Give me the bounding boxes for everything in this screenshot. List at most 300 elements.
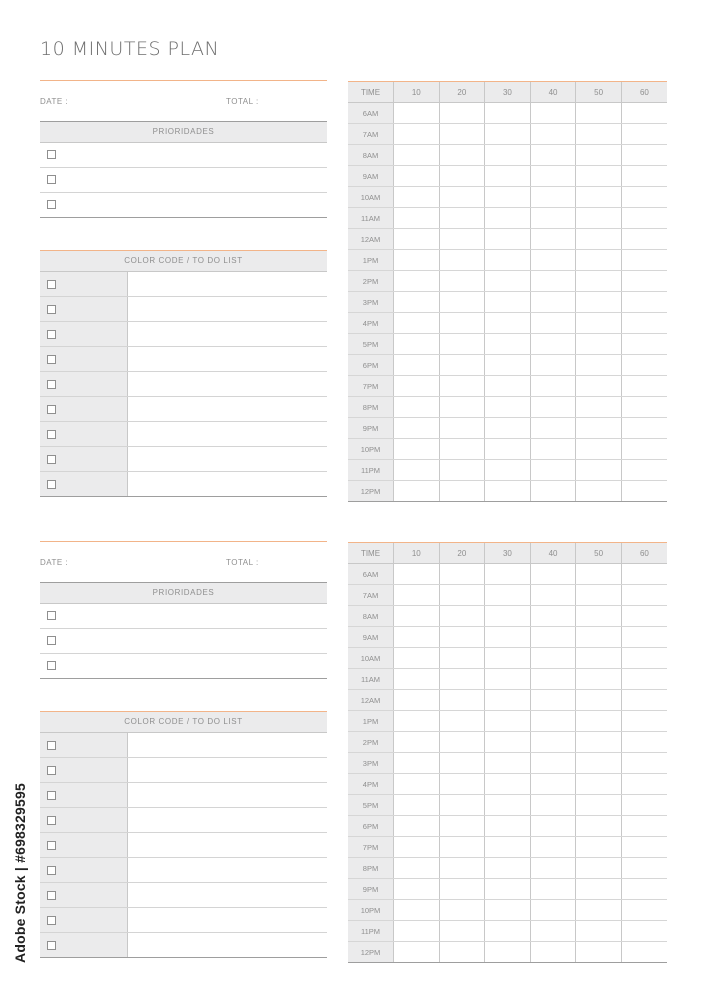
todo-header: COLOR CODE / TO DO LIST	[40, 711, 327, 733]
time-slot-cell[interactable]	[530, 418, 576, 439]
time-slot-cell[interactable]	[621, 732, 667, 753]
time-slot-cell[interactable]	[439, 292, 485, 313]
time-slot-cell[interactable]	[530, 795, 576, 816]
time-slot-cell[interactable]	[439, 208, 485, 229]
hour-row	[348, 313, 667, 334]
time-slot-cell[interactable]	[439, 271, 485, 292]
time-slot-cell[interactable]	[621, 774, 667, 795]
time-slot-cell[interactable]	[439, 606, 485, 627]
hour-row	[348, 627, 667, 648]
time-slot-cell[interactable]	[394, 439, 440, 460]
time-slot-cell[interactable]	[439, 564, 485, 585]
time-slot-cell[interactable]	[394, 313, 440, 334]
time-slot-cell[interactable]	[621, 397, 667, 418]
time-slot-cell[interactable]	[576, 418, 622, 439]
time-slot-cell[interactable]	[439, 837, 485, 858]
time-slot-cell[interactable]	[621, 103, 667, 124]
time-slot-cell[interactable]	[439, 900, 485, 921]
time-slot-cell[interactable]	[621, 166, 667, 187]
time-slot-cell[interactable]	[394, 837, 440, 858]
priorities-header: PRIORIDADES	[40, 121, 327, 143]
time-slot-cell[interactable]	[530, 816, 576, 837]
time-slot-cell[interactable]	[485, 397, 531, 418]
time-slot-cell[interactable]	[439, 229, 485, 250]
time-slot-cell[interactable]	[485, 334, 531, 355]
time-slot-cell[interactable]	[439, 376, 485, 397]
time-slot-cell[interactable]	[530, 481, 576, 502]
time-slot-cell[interactable]	[530, 187, 576, 208]
time-slot-cell[interactable]	[530, 942, 576, 963]
total-label[interactable]: TOTAL :	[226, 97, 259, 106]
time-slot-cell[interactable]	[394, 145, 440, 166]
time-slot-cell[interactable]	[394, 460, 440, 481]
page-title: 10 MINUTES PLAN	[40, 38, 220, 60]
time-slot-cell[interactable]	[485, 313, 531, 334]
time-slot-cell[interactable]	[621, 606, 667, 627]
time-slot-cell[interactable]	[621, 187, 667, 208]
todo-row[interactable]	[40, 372, 327, 397]
time-slot-cell[interactable]	[439, 627, 485, 648]
time-slot-cell[interactable]	[530, 858, 576, 879]
time-slot-cell[interactable]	[621, 460, 667, 481]
time-slot-cell[interactable]	[394, 711, 440, 732]
time-slot-cell[interactable]	[576, 774, 622, 795]
hour-row	[348, 397, 667, 418]
checkbox[interactable]	[47, 941, 56, 950]
time-slot-cell[interactable]	[485, 837, 531, 858]
priority-row[interactable]	[40, 629, 327, 654]
time-slot-cell[interactable]	[439, 460, 485, 481]
time-slot-cell[interactable]	[621, 229, 667, 250]
time-slot-cell[interactable]	[394, 124, 440, 145]
todo-row[interactable]	[40, 322, 327, 347]
time-slot-cell[interactable]	[439, 858, 485, 879]
todo-row[interactable]	[40, 297, 327, 322]
time-slot-cell[interactable]	[576, 103, 622, 124]
time-slot-cell[interactable]	[439, 711, 485, 732]
time-slot-cell[interactable]	[576, 921, 622, 942]
todo-row[interactable]	[40, 347, 327, 372]
time-slot-cell[interactable]	[485, 627, 531, 648]
time-slot-cell[interactable]	[439, 669, 485, 690]
time-slot-cell[interactable]	[439, 145, 485, 166]
todo-row[interactable]	[40, 272, 327, 297]
time-slot-cell[interactable]	[439, 313, 485, 334]
time-slot-cell[interactable]	[394, 900, 440, 921]
time-slot-cell[interactable]	[530, 334, 576, 355]
hour-label: 1PM	[348, 250, 394, 271]
time-slot-cell[interactable]	[394, 816, 440, 837]
time-slot-cell[interactable]	[485, 145, 531, 166]
time-slot-cell[interactable]	[530, 439, 576, 460]
time-slot-cell[interactable]	[485, 187, 531, 208]
time-slot-cell[interactable]	[394, 564, 440, 585]
time-slot-cell[interactable]	[394, 774, 440, 795]
time-slot-cell[interactable]	[621, 250, 667, 271]
time-slot-cell[interactable]	[485, 460, 531, 481]
time-slot-cell[interactable]	[485, 229, 531, 250]
time-slot-cell[interactable]	[485, 250, 531, 271]
time-slot-cell[interactable]	[576, 585, 622, 606]
time-slot-cell[interactable]	[621, 753, 667, 774]
time-slot-cell[interactable]	[621, 795, 667, 816]
time-slot-cell[interactable]	[530, 774, 576, 795]
time-slot-cell[interactable]	[530, 585, 576, 606]
todo-row[interactable]	[40, 422, 327, 447]
checkbox[interactable]	[47, 816, 56, 825]
checkbox[interactable]	[47, 405, 56, 414]
time-slot-cell[interactable]	[394, 858, 440, 879]
time-slot-cell[interactable]	[530, 124, 576, 145]
time-slot-cell[interactable]	[394, 166, 440, 187]
todo-row[interactable]	[40, 908, 327, 933]
time-slot-cell[interactable]	[439, 690, 485, 711]
time-slot-cell[interactable]	[530, 229, 576, 250]
checkbox[interactable]	[47, 916, 56, 925]
time-slot-cell[interactable]	[576, 460, 622, 481]
time-slot-cell[interactable]	[394, 250, 440, 271]
time-slot-cell[interactable]	[394, 606, 440, 627]
time-slot-cell[interactable]	[576, 292, 622, 313]
time-slot-cell[interactable]	[530, 271, 576, 292]
time-slot-cell[interactable]	[485, 124, 531, 145]
time-slot-cell[interactable]	[621, 585, 667, 606]
time-slot-cell[interactable]	[621, 376, 667, 397]
hour-label: 8PM	[348, 858, 394, 879]
time-slot-cell[interactable]	[394, 103, 440, 124]
time-slot-cell[interactable]	[621, 439, 667, 460]
time-slot-cell[interactable]	[439, 774, 485, 795]
time-slot-cell[interactable]	[621, 208, 667, 229]
time-slot-cell[interactable]	[530, 732, 576, 753]
time-slot-cell[interactable]	[576, 858, 622, 879]
time-slot-cell[interactable]	[530, 690, 576, 711]
time-slot-cell[interactable]	[621, 627, 667, 648]
time-slot-cell[interactable]	[439, 732, 485, 753]
time-slot-cell[interactable]	[621, 879, 667, 900]
todo-row[interactable]	[40, 833, 327, 858]
time-slot-cell[interactable]	[576, 376, 622, 397]
time-slot-cell[interactable]	[530, 900, 576, 921]
time-slot-cell[interactable]	[439, 816, 485, 837]
time-slot-cell[interactable]	[439, 355, 485, 376]
time-slot-cell[interactable]	[394, 648, 440, 669]
checkbox[interactable]	[47, 791, 56, 800]
time-slot-cell[interactable]	[394, 753, 440, 774]
time-slot-cell[interactable]	[530, 711, 576, 732]
time-slot-cell[interactable]	[621, 690, 667, 711]
time-slot-cell[interactable]	[485, 900, 531, 921]
time-slot-cell[interactable]	[439, 648, 485, 669]
checkbox[interactable]	[47, 330, 56, 339]
time-slot-cell[interactable]	[576, 753, 622, 774]
time-slot-cell[interactable]	[485, 753, 531, 774]
time-slot-cell[interactable]	[576, 900, 622, 921]
checkbox[interactable]	[47, 891, 56, 900]
time-slot-cell[interactable]	[439, 166, 485, 187]
todo-row[interactable]	[40, 783, 327, 808]
time-slot-cell[interactable]	[576, 669, 622, 690]
time-slot-cell[interactable]	[485, 921, 531, 942]
hour-label: 2PM	[348, 271, 394, 292]
priority-row[interactable]	[40, 604, 327, 629]
time-slot-cell[interactable]	[439, 397, 485, 418]
time-slot-cell[interactable]	[576, 942, 622, 963]
time-slot-cell[interactable]	[485, 606, 531, 627]
time-slot-cell[interactable]	[621, 124, 667, 145]
time-slot-cell[interactable]	[530, 648, 576, 669]
time-slot-cell[interactable]	[621, 921, 667, 942]
time-slot-cell[interactable]	[621, 837, 667, 858]
todo-list	[40, 272, 327, 497]
time-slot-cell[interactable]	[530, 753, 576, 774]
time-slot-cell[interactable]	[485, 585, 531, 606]
time-slot-cell[interactable]	[576, 711, 622, 732]
time-slot-cell[interactable]	[576, 481, 622, 502]
time-slot-cell[interactable]	[394, 418, 440, 439]
time-slot-cell[interactable]	[530, 166, 576, 187]
time-slot-cell[interactable]	[485, 271, 531, 292]
time-slot-cell[interactable]	[530, 837, 576, 858]
priority-row[interactable]	[40, 143, 327, 168]
checkbox[interactable]	[47, 380, 56, 389]
grid-header-row	[348, 82, 667, 103]
time-slot-cell[interactable]	[621, 355, 667, 376]
time-slot-cell[interactable]	[621, 564, 667, 585]
todo-row[interactable]	[40, 808, 327, 833]
hour-label: 9AM	[348, 166, 394, 187]
time-slot-cell[interactable]	[394, 229, 440, 250]
time-slot-cell[interactable]	[439, 103, 485, 124]
time-slot-cell[interactable]	[530, 355, 576, 376]
time-slot-cell[interactable]	[485, 355, 531, 376]
time-slot-cell[interactable]	[530, 208, 576, 229]
todo-row[interactable]	[40, 733, 327, 758]
time-slot-cell[interactable]	[485, 648, 531, 669]
checkbox[interactable]	[47, 455, 56, 464]
time-slot-cell[interactable]	[485, 103, 531, 124]
time-slot-cell[interactable]	[530, 606, 576, 627]
time-slot-cell[interactable]	[485, 481, 531, 502]
time-slot-cell[interactable]	[439, 250, 485, 271]
checkbox[interactable]	[47, 636, 56, 645]
time-slot-cell[interactable]	[394, 334, 440, 355]
hour-label: 4PM	[348, 313, 394, 334]
time-slot-cell[interactable]	[485, 292, 531, 313]
time-slot-cell[interactable]	[576, 166, 622, 187]
time-slot-cell[interactable]	[621, 481, 667, 502]
priority-row[interactable]	[40, 654, 327, 679]
time-slot-cell[interactable]	[439, 439, 485, 460]
todo-row[interactable]	[40, 397, 327, 422]
priorities-list	[40, 143, 327, 218]
time-slot-cell[interactable]	[530, 145, 576, 166]
hour-row	[348, 250, 667, 271]
time-slot-cell[interactable]	[576, 145, 622, 166]
time-slot-cell[interactable]	[621, 669, 667, 690]
time-slot-cell[interactable]	[485, 858, 531, 879]
checkbox[interactable]	[47, 430, 56, 439]
time-slot-cell[interactable]	[485, 942, 531, 963]
hour-row	[348, 753, 667, 774]
time-slot-cell[interactable]	[530, 669, 576, 690]
date-label[interactable]: DATE :	[40, 97, 69, 106]
time-slot-cell[interactable]	[621, 942, 667, 963]
time-slot-cell[interactable]	[621, 334, 667, 355]
time-slot-cell[interactable]	[576, 795, 622, 816]
time-slot-cell[interactable]	[576, 606, 622, 627]
time-slot-cell[interactable]	[485, 711, 531, 732]
todo-row[interactable]	[40, 758, 327, 783]
time-slot-cell[interactable]	[530, 879, 576, 900]
time-slot-cell[interactable]	[394, 481, 440, 502]
time-slot-cell[interactable]	[394, 271, 440, 292]
time-slot-cell[interactable]	[621, 145, 667, 166]
hour-row	[348, 690, 667, 711]
time-slot-cell[interactable]	[576, 334, 622, 355]
time-slot-cell[interactable]	[439, 334, 485, 355]
time-slot-cell[interactable]	[530, 627, 576, 648]
todo-row[interactable]	[40, 858, 327, 883]
time-slot-cell[interactable]	[394, 627, 440, 648]
time-slot-cell[interactable]	[485, 732, 531, 753]
time-slot-cell[interactable]	[530, 397, 576, 418]
hour-row	[348, 460, 667, 481]
time-slot-cell[interactable]	[576, 271, 622, 292]
time-slot-cell[interactable]	[576, 879, 622, 900]
time-slot-cell[interactable]	[530, 250, 576, 271]
time-slot-cell[interactable]	[576, 816, 622, 837]
time-slot-cell[interactable]	[485, 418, 531, 439]
checkbox[interactable]	[47, 766, 56, 775]
time-slot-cell[interactable]	[576, 208, 622, 229]
time-slot-cell[interactable]	[621, 816, 667, 837]
checkbox[interactable]	[47, 305, 56, 314]
time-slot-cell[interactable]	[621, 418, 667, 439]
hour-row	[348, 564, 667, 585]
time-slot-cell[interactable]	[394, 879, 440, 900]
time-slot-cell[interactable]	[439, 418, 485, 439]
checkbox[interactable]	[47, 280, 56, 289]
time-slot-cell[interactable]	[394, 292, 440, 313]
time-slot-cell[interactable]	[485, 690, 531, 711]
date-label[interactable]: DATE :	[40, 558, 69, 567]
time-slot-cell[interactable]	[485, 816, 531, 837]
checkbox[interactable]	[47, 866, 56, 875]
time-slot-cell[interactable]	[439, 753, 485, 774]
time-slot-cell[interactable]	[576, 313, 622, 334]
time-slot-cell[interactable]	[394, 585, 440, 606]
time-slot-cell[interactable]	[394, 397, 440, 418]
time-slot-cell[interactable]	[576, 564, 622, 585]
todo-row[interactable]	[40, 472, 327, 497]
time-slot-cell[interactable]	[439, 585, 485, 606]
time-slot-cell[interactable]	[394, 732, 440, 753]
time-slot-cell[interactable]	[576, 732, 622, 753]
time-slot-cell[interactable]	[394, 669, 440, 690]
time-slot-cell[interactable]	[530, 460, 576, 481]
checkbox[interactable]	[47, 175, 56, 184]
time-slot-cell[interactable]	[394, 376, 440, 397]
time-slot-cell[interactable]	[576, 124, 622, 145]
time-slot-cell[interactable]	[576, 837, 622, 858]
time-slot-cell[interactable]	[439, 481, 485, 502]
time-slot-cell[interactable]	[439, 942, 485, 963]
time-slot-cell[interactable]	[439, 124, 485, 145]
priority-row[interactable]	[40, 168, 327, 193]
time-slot-cell[interactable]	[530, 103, 576, 124]
time-slot-cell[interactable]	[621, 271, 667, 292]
time-slot-cell[interactable]	[439, 879, 485, 900]
checkbox[interactable]	[47, 741, 56, 750]
time-slot-cell[interactable]	[576, 439, 622, 460]
time-slot-cell[interactable]	[394, 355, 440, 376]
todo-row[interactable]	[40, 883, 327, 908]
total-label[interactable]: TOTAL :	[226, 558, 259, 567]
time-slot-cell[interactable]	[394, 690, 440, 711]
time-slot-cell[interactable]	[485, 376, 531, 397]
time-slot-cell[interactable]	[576, 690, 622, 711]
hour-row	[348, 900, 667, 921]
time-slot-cell[interactable]	[530, 313, 576, 334]
time-slot-cell[interactable]	[530, 376, 576, 397]
checkbox[interactable]	[47, 355, 56, 364]
time-slot-cell[interactable]	[394, 187, 440, 208]
time-slot-cell[interactable]	[621, 900, 667, 921]
time-slot-cell[interactable]	[485, 208, 531, 229]
time-slot-cell[interactable]	[621, 711, 667, 732]
checkbox[interactable]	[47, 200, 56, 209]
time-slot-cell[interactable]	[530, 921, 576, 942]
time-slot-cell[interactable]	[576, 397, 622, 418]
time-slot-cell[interactable]	[576, 627, 622, 648]
time-slot-cell[interactable]	[394, 921, 440, 942]
todo-row[interactable]	[40, 447, 327, 472]
time-slot-cell[interactable]	[576, 648, 622, 669]
time-slot-cell[interactable]	[621, 292, 667, 313]
time-slot-cell[interactable]	[485, 879, 531, 900]
checkbox[interactable]	[47, 661, 56, 670]
time-slot-cell[interactable]	[530, 292, 576, 313]
time-slot-cell[interactable]	[485, 564, 531, 585]
time-slot-cell[interactable]	[439, 795, 485, 816]
time-slot-cell[interactable]	[439, 921, 485, 942]
time-slot-cell[interactable]	[439, 187, 485, 208]
checkbox[interactable]	[47, 150, 56, 159]
time-slot-cell[interactable]	[485, 774, 531, 795]
time-slot-cell[interactable]	[576, 229, 622, 250]
time-slot-cell[interactable]	[576, 250, 622, 271]
time-slot-cell[interactable]	[621, 648, 667, 669]
time-slot-cell[interactable]	[621, 313, 667, 334]
priority-row[interactable]	[40, 193, 327, 218]
time-slot-cell[interactable]	[485, 795, 531, 816]
time-slot-cell[interactable]	[394, 942, 440, 963]
time-slot-cell[interactable]	[530, 564, 576, 585]
time-slot-cell[interactable]	[576, 187, 622, 208]
time-slot-cell[interactable]	[485, 166, 531, 187]
checkbox[interactable]	[47, 611, 56, 620]
time-slot-cell[interactable]	[621, 858, 667, 879]
time-slot-cell[interactable]	[394, 795, 440, 816]
time-slot-cell[interactable]	[485, 669, 531, 690]
time-slot-cell[interactable]	[576, 355, 622, 376]
checkbox[interactable]	[47, 841, 56, 850]
time-slot-cell[interactable]	[394, 208, 440, 229]
checkbox[interactable]	[47, 480, 56, 489]
time-slot-cell[interactable]	[485, 439, 531, 460]
todo-row[interactable]	[40, 933, 327, 958]
